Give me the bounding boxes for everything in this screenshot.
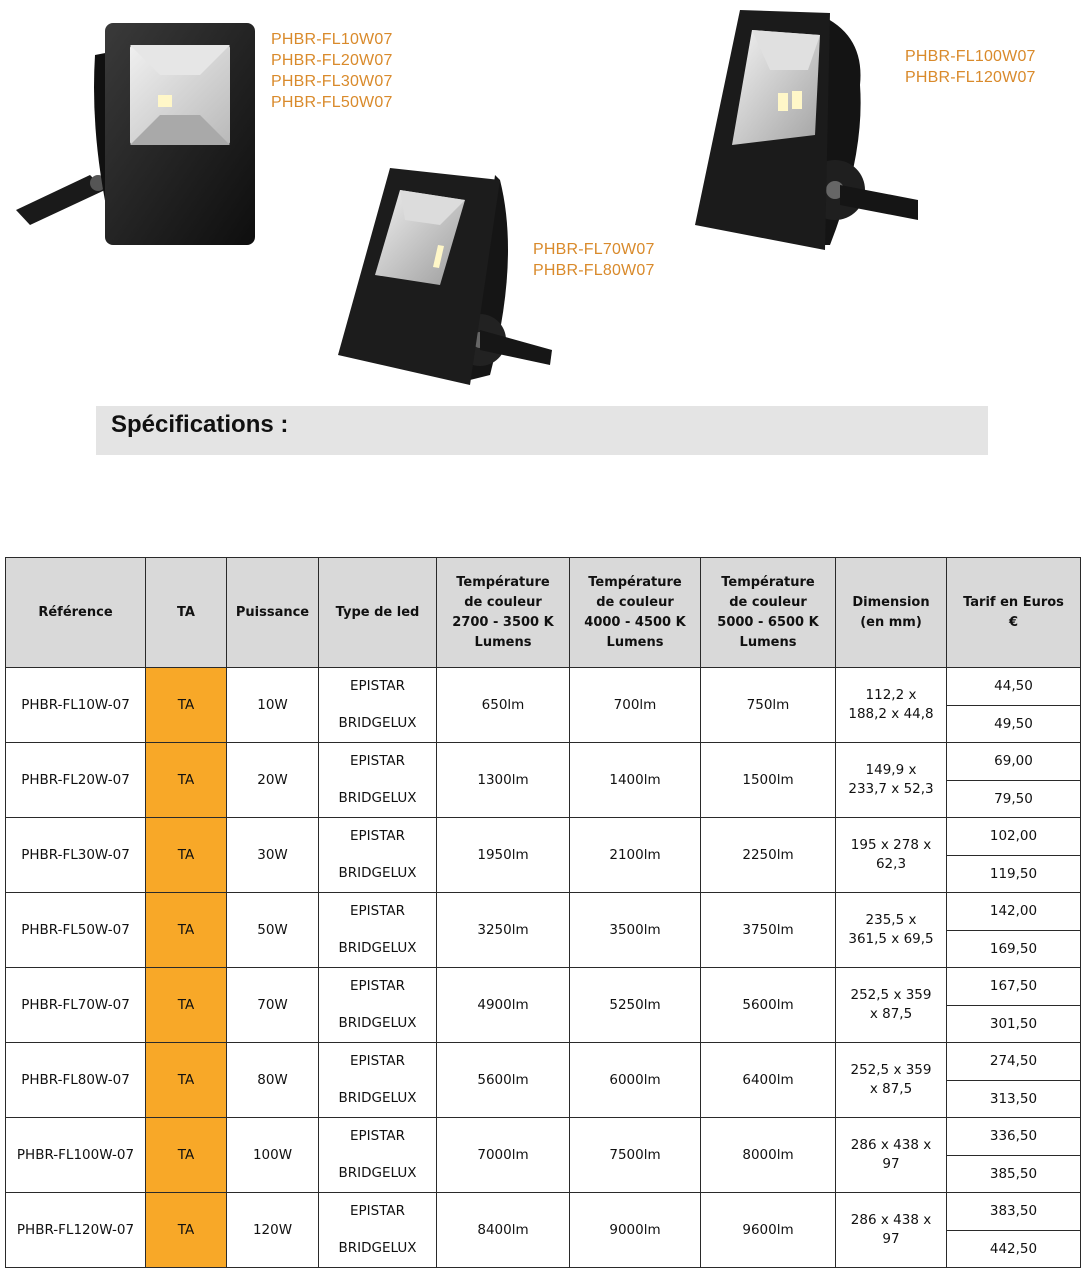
cell-price-epistar: 102,00 (947, 818, 1081, 856)
header-price (947, 558, 1081, 668)
cell-power: 120W (227, 1193, 319, 1268)
cell-led-type (319, 1043, 437, 1118)
cell-power: 20W (227, 743, 319, 818)
cell-lumens-warm: 1300lm (437, 743, 570, 818)
cell-lumens-cold: 750lm (701, 668, 836, 743)
floodlight-large-image (690, 5, 925, 255)
header-line: Lumens (474, 634, 532, 650)
dimension-line: 112,2 x (865, 687, 917, 703)
dimension-line: 286 x 438 x (850, 1212, 932, 1228)
cell-led-type (319, 818, 437, 893)
led-bridgelux: BRIDGELUX (338, 790, 417, 806)
cell-lumens-neutral: 1400lm (570, 743, 701, 818)
led-epistar: EPISTAR (349, 828, 406, 844)
cell-power: 30W (227, 818, 319, 893)
cell-power: 80W (227, 1043, 319, 1118)
led-epistar: EPISTAR (349, 753, 406, 769)
dimension-line: 252,5 x 359 (850, 987, 932, 1003)
header-line: Lumens (606, 634, 664, 650)
cell-lumens-warm: 650lm (437, 668, 570, 743)
cell-lumens-cold: 9600lm (701, 1193, 836, 1268)
led-bridgelux: BRIDGELUX (338, 865, 417, 881)
led-bridgelux: BRIDGELUX (338, 1015, 417, 1031)
header-dimension (836, 558, 947, 668)
product-codes-group-3 (905, 46, 1036, 88)
cell-dimension (836, 968, 947, 1043)
header-line: Température (456, 574, 550, 590)
cell-ta: TA (146, 893, 227, 968)
cell-led-type (319, 668, 437, 743)
specifications-bar (96, 406, 988, 455)
cell-price-bridgelux: 301,50 (947, 1005, 1081, 1043)
led-bridgelux: BRIDGELUX (338, 1165, 417, 1181)
led-epistar: EPISTAR (349, 903, 406, 919)
cell-price-epistar: 336,50 (947, 1118, 1081, 1156)
header-line: Température (721, 574, 815, 590)
product-code: PHBR-FL80W07 (533, 262, 655, 279)
cell-led-type (319, 893, 437, 968)
table-header-row (6, 558, 1081, 668)
header-line: de couleur (596, 594, 674, 610)
cell-lumens-warm: 4900lm (437, 968, 570, 1043)
cell-lumens-neutral: 7500lm (570, 1118, 701, 1193)
header-line: Tarif en Euros (963, 594, 1064, 610)
header-temperature-cold (701, 558, 836, 668)
cell-lumens-neutral: 2100lm (570, 818, 701, 893)
led-epistar: EPISTAR (349, 1128, 406, 1144)
cell-reference: PHBR-FL80W-07 (6, 1043, 146, 1118)
cell-lumens-cold: 5600lm (701, 968, 836, 1043)
cell-price-bridgelux: 49,50 (947, 705, 1081, 743)
cell-ta: TA (146, 818, 227, 893)
header-reference: Référence (6, 558, 146, 668)
table-row (6, 893, 1081, 931)
cell-lumens-cold: 1500lm (701, 743, 836, 818)
cell-price-epistar: 274,50 (947, 1043, 1081, 1081)
header-line: Lumens (739, 634, 797, 650)
dimension-line: 252,5 x 359 (850, 1062, 932, 1078)
cell-led-type (319, 1118, 437, 1193)
dimension-line: 286 x 438 x (850, 1137, 932, 1153)
dimension-line: 195 x 278 x (850, 837, 932, 853)
table-row (6, 1118, 1081, 1156)
header-line: de couleur (464, 594, 542, 610)
table-row (6, 818, 1081, 856)
cell-price-bridgelux: 313,50 (947, 1080, 1081, 1118)
cell-price-epistar: 383,50 (947, 1193, 1081, 1231)
led-bridgelux: BRIDGELUX (338, 715, 417, 731)
dimension-line: 149,9 x (865, 762, 917, 778)
cell-power: 10W (227, 668, 319, 743)
cell-lumens-neutral: 9000lm (570, 1193, 701, 1268)
cell-dimension (836, 1193, 947, 1268)
cell-price-bridgelux: 442,50 (947, 1230, 1081, 1268)
specifications-title: Spécifications : (111, 411, 289, 438)
cell-lumens-warm: 7000lm (437, 1118, 570, 1193)
cell-reference: PHBR-FL120W-07 (6, 1193, 146, 1268)
table-row (6, 668, 1081, 706)
cell-led-type (319, 743, 437, 818)
cell-power: 50W (227, 893, 319, 968)
header-line: Dimension (852, 594, 930, 610)
specifications-table (5, 557, 1081, 1268)
cell-power: 100W (227, 1118, 319, 1193)
table-row (6, 968, 1081, 1006)
cell-price-bridgelux: 79,50 (947, 780, 1081, 818)
dimension-line: 188,2 x 44,8 (848, 706, 934, 722)
cell-ta: TA (146, 743, 227, 818)
cell-dimension (836, 743, 947, 818)
cell-led-type (319, 1193, 437, 1268)
cell-lumens-warm: 1950lm (437, 818, 570, 893)
cell-lumens-neutral: 3500lm (570, 893, 701, 968)
header-line: 4000 - 4500 K (584, 614, 686, 630)
header-line: 2700 - 3500 K (452, 614, 554, 630)
cell-lumens-neutral: 5250lm (570, 968, 701, 1043)
dimension-line: x 87,5 (869, 1081, 913, 1097)
cell-ta: TA (146, 1118, 227, 1193)
header-line: 5000 - 6500 K (717, 614, 819, 630)
cell-ta: TA (146, 668, 227, 743)
header-led-type: Type de led (319, 558, 437, 668)
table-row (6, 1193, 1081, 1231)
dimension-line: 62,3 (875, 856, 907, 872)
dimension-line: 361,5 x 69,5 (848, 931, 934, 947)
cell-reference: PHBR-FL70W-07 (6, 968, 146, 1043)
cell-ta: TA (146, 968, 227, 1043)
cell-lumens-warm: 5600lm (437, 1043, 570, 1118)
dimension-line: 97 (882, 1156, 900, 1172)
cell-reference: PHBR-FL30W-07 (6, 818, 146, 893)
cell-lumens-neutral: 6000lm (570, 1043, 701, 1118)
cell-dimension (836, 893, 947, 968)
cell-price-epistar: 142,00 (947, 893, 1081, 931)
product-code: PHBR-FL70W07 (533, 241, 655, 258)
product-code: PHBR-FL50W07 (271, 94, 393, 111)
led-epistar: EPISTAR (349, 1053, 406, 1069)
floodlight-medium-image (330, 160, 560, 395)
led-bridgelux: BRIDGELUX (338, 940, 417, 956)
cell-price-epistar: 167,50 (947, 968, 1081, 1006)
header-line: € (1008, 614, 1019, 630)
dimension-line: x 87,5 (869, 1006, 913, 1022)
cell-lumens-warm: 8400lm (437, 1193, 570, 1268)
cell-ta: TA (146, 1193, 227, 1268)
led-epistar: EPISTAR (349, 1203, 406, 1219)
table-row (6, 743, 1081, 781)
dimension-line: 233,7 x 52,3 (848, 781, 934, 797)
product-code: PHBR-FL20W07 (271, 52, 393, 69)
cell-lumens-cold: 3750lm (701, 893, 836, 968)
cell-lumens-cold: 2250lm (701, 818, 836, 893)
cell-reference: PHBR-FL10W-07 (6, 668, 146, 743)
header-line: Température (588, 574, 682, 590)
header-temperature-neutral (570, 558, 701, 668)
led-epistar: EPISTAR (349, 678, 406, 694)
cell-dimension (836, 818, 947, 893)
product-code: PHBR-FL10W07 (271, 31, 393, 48)
cell-dimension (836, 1043, 947, 1118)
led-bridgelux: BRIDGELUX (338, 1240, 417, 1256)
header-line: de couleur (729, 594, 807, 610)
product-code: PHBR-FL30W07 (271, 73, 393, 90)
cell-lumens-neutral: 700lm (570, 668, 701, 743)
led-bridgelux: BRIDGELUX (338, 1090, 417, 1106)
cell-ta: TA (146, 1043, 227, 1118)
product-code: PHBR-FL120W07 (905, 69, 1036, 86)
cell-reference: PHBR-FL20W-07 (6, 743, 146, 818)
table-row (6, 1043, 1081, 1081)
cell-lumens-cold: 8000lm (701, 1118, 836, 1193)
cell-led-type (319, 968, 437, 1043)
cell-price-bridgelux: 119,50 (947, 855, 1081, 893)
cell-lumens-warm: 3250lm (437, 893, 570, 968)
header-power: Puissance (227, 558, 319, 668)
cell-reference: PHBR-FL100W-07 (6, 1118, 146, 1193)
cell-price-bridgelux: 169,50 (947, 930, 1081, 968)
floodlight-small-image (10, 15, 260, 250)
led-epistar: EPISTAR (349, 978, 406, 994)
dimension-line: 97 (882, 1231, 900, 1247)
product-codes-group-2 (533, 239, 655, 281)
dimension-line: 235,5 x (865, 912, 917, 928)
product-code: PHBR-FL100W07 (905, 48, 1036, 65)
header-line: (en mm) (860, 614, 922, 630)
cell-price-epistar: 69,00 (947, 743, 1081, 781)
cell-dimension (836, 668, 947, 743)
cell-dimension (836, 1118, 947, 1193)
cell-price-bridgelux: 385,50 (947, 1155, 1081, 1193)
header-temperature-warm (437, 558, 570, 668)
cell-reference: PHBR-FL50W-07 (6, 893, 146, 968)
cell-power: 70W (227, 968, 319, 1043)
cell-lumens-cold: 6400lm (701, 1043, 836, 1118)
product-codes-group-1 (271, 29, 393, 113)
header-ta: TA (146, 558, 227, 668)
cell-price-epistar: 44,50 (947, 668, 1081, 706)
